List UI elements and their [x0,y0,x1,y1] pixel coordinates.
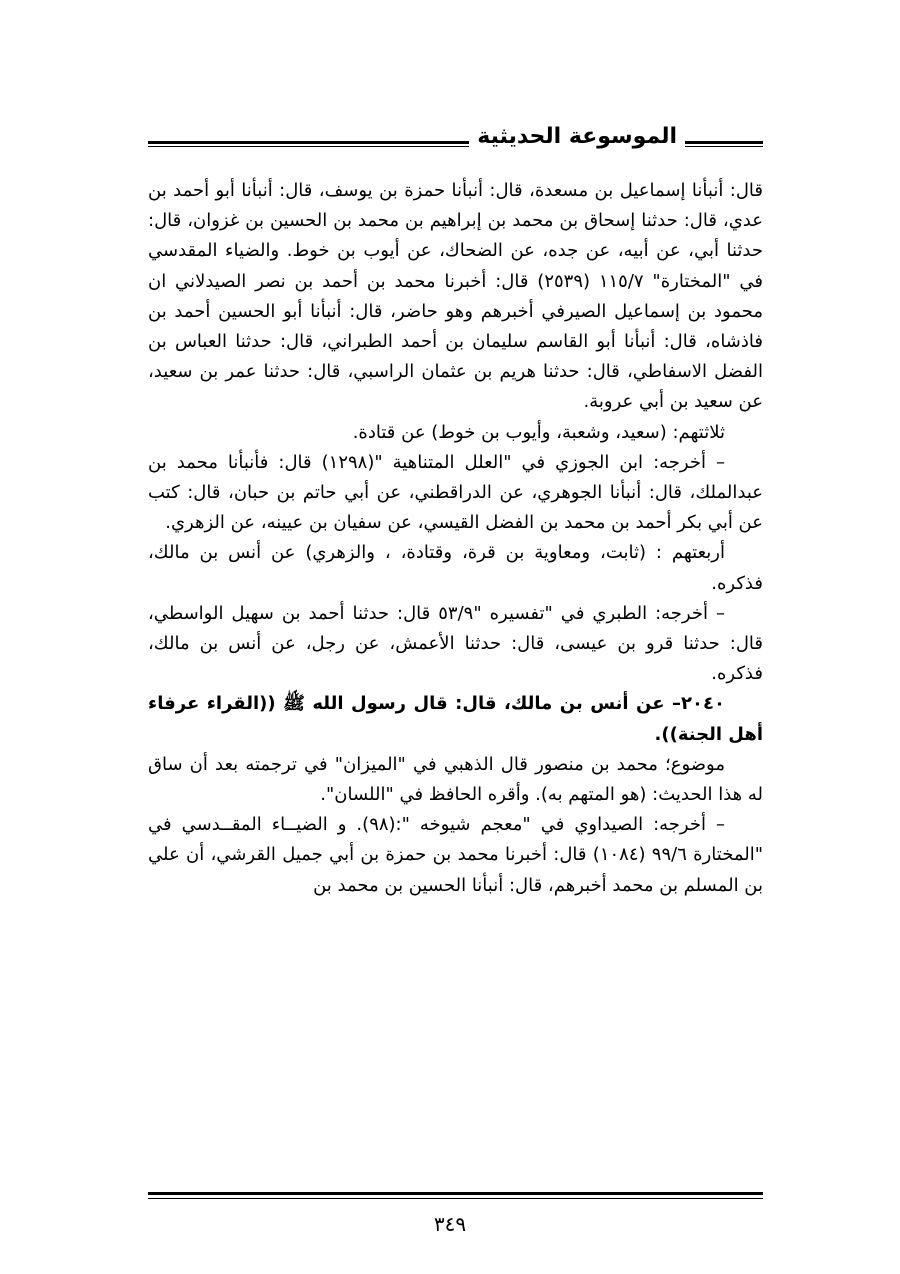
paragraph-2: ثلاثتهم: (سعيد، وشعبة، وأيوب بن خوط) عن قتادة. [352,421,725,443]
page-number: ٣٤٩ [433,1212,467,1236]
paragraph-5: – أخرجه: الطبري في "تفسيره "٥٣/٩ قال: حدثنا أحمد بن سهيل الواسطي، قال: حدثنا قرو بن عيسى، قال: حدثنا الأعمش، عن رجل، عن أنس بن مالك، فذكره. [148,602,763,685]
paragraph-4: أربعتهم : (ثابت، ومعاوية بن قرة، وقتادة، ، والزهري) عن أنس بن مالك، فذكره. [148,542,763,594]
hadith-heading: ٢٠٤٠– عن أنس بن مالك، قال: قال رسول الله ﷺ ((القراء عرفاء أهل الجنة)). [148,693,763,745]
paragraph-3: – أخرجه: ابن الجوزي في "العلل المتناهية "(١٢٩٨) قال: فأنبأنا محمد بن عبدالملك، قال: أنبأنا الجوهري، عن الدراقطني، عن أبي حاتم بن حبان، قال: كتب عن أبي بكر أحمد بن محمد بن الفضل القيسي، عن سفيان بن عيينه، عن الزهري. [148,451,763,534]
body-text [148,176,763,901]
paragraph-grading: موضوع؛ محمد بن منصور قال الذهبي في "الميزان" في ترجمته بعد أن ساق له هذا الحديث: (هو المتهم به). وأقره الحافظ في "اللسان". [148,753,763,806]
paragraph-8: – أخرجه: الصيداوي في "معجم شيوخه ":(٩٨). و الضيــاء المقــدسي في "المختارة ٩٩/٦ (١٠٨٤) قال: أخبرنا محمد بن حمزة بن أبي جميل القرشي، أن علي بن المسلم بن محمد أخبرهم، قال: أنبأنا الحسين بن محمد بن [148,814,763,896]
header-title: الموسوعة الحديثية [469,122,685,152]
paragraph-1: قال: أنبأنا إسماعيل بن مسعدة، قال: أنبأنا حمزة بن يوسف، قال: أنبأنا أبو أحمد بن عدي، قال: حدثنا إسحاق بن محمد بن إبراهيم بن محمد بن الحسين بن غزوان، قال: حدثنا أبي، عن أبيه، عن جده، عن الضحاك، عن أيوب بن خوط. والضياء المقدسي في "المختارة" ١١٥/٧ (٢٥٣٩) قال: أخبرنا محمد بن أحمد بن نصر الصيدلاني ان محمود بن إسماعيل الصيرفي أخبرهم وهو حاضر، قال: أنبأنا أبو الحسين أحمد بن فاذشاه، قال: أنبأنا أبو القاسم سليمان بن أحمد الطبراني، قال: حدثنا العباس بن الفضل الاسفاطي، قال: حدثنا هريم بن عثمان الراسبي، قال: حدثنا عمر بن سعيد، عن سعيد بن أبي عروبة. [148,180,763,413]
running-header [148,122,763,152]
footer-rule [148,1192,763,1199]
